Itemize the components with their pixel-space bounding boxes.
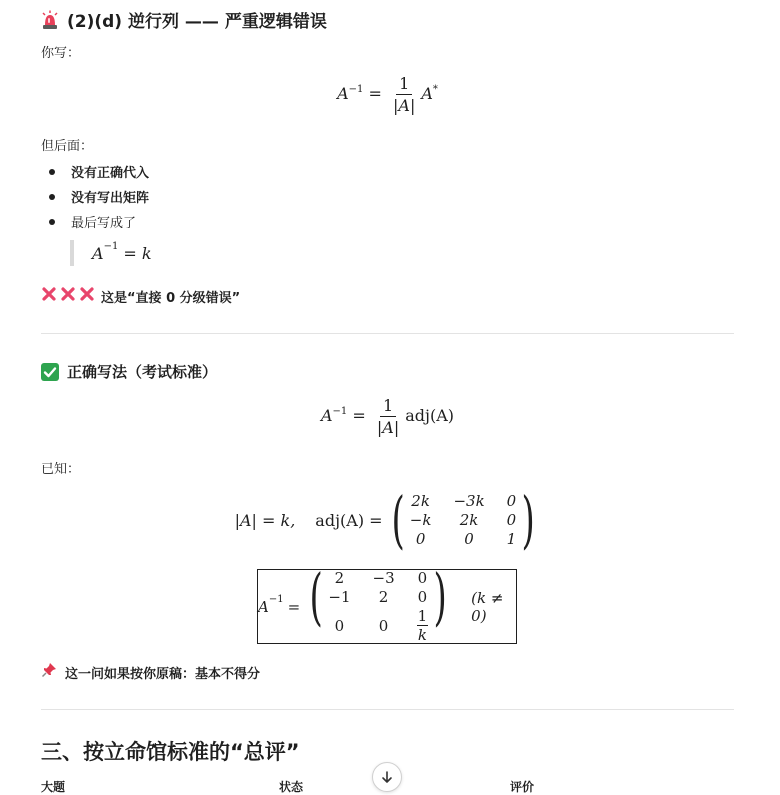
condition-text: (k ≠ 0) — [471, 588, 504, 625]
fraction-denominator: |A| — [393, 96, 416, 115]
error-list — [41, 159, 149, 234]
section3-title: 三、按立命馆标准的“总评” — [41, 740, 300, 764]
adj-expression: adj(A) = — [315, 510, 383, 530]
table-header-topic: 大题 — [41, 780, 66, 794]
you-wrote-text: 你写： — [41, 46, 81, 61]
given-formula — [41, 483, 734, 556]
section-d-title: (2)(d) 逆行列 —— 严重逻辑错误 — [67, 12, 327, 32]
pushpin-icon — [41, 662, 57, 682]
check-icon — [41, 363, 59, 381]
section-d-heading — [41, 7, 327, 32]
formula-eq: = — [368, 84, 382, 103]
adj-matrix: ( 2k −3k 0 −k 2k 0 0 0 1 ) — [391, 483, 535, 556]
fraction-numerator: 1 — [396, 74, 412, 95]
table-header-evaluation: 评价 — [510, 780, 535, 794]
formula-correct: $A^{-1}$ = $\frac{1}{|A|}$ adj(A) — [320, 396, 455, 437]
matrix-fraction: 1 k — [417, 607, 428, 644]
verdict-text: 这是“直接 0 分级错误” — [101, 290, 241, 306]
cross-icon — [41, 286, 57, 306]
formula-lhs: A — [337, 84, 349, 103]
cross-icon — [60, 286, 76, 306]
note-line — [41, 662, 260, 682]
correct-title: 正确写法（考试标准） — [67, 363, 218, 381]
list-item: 没有写出矩阵 — [41, 184, 149, 209]
list-item: 最后写成了 — [41, 209, 149, 234]
det-expression: |A| = k, — [234, 510, 296, 530]
formula-fraction — [390, 74, 418, 115]
scroll-down-button[interactable] — [372, 762, 402, 792]
formula-rhs: A — [421, 84, 433, 103]
formula-rhs: adj(A) — [405, 406, 455, 425]
formula-fraction: $\frac{1}{|A|}$ — [376, 396, 400, 437]
inverse-matrix: ( 2 −3 0 −1 2 0 0 0 1 k ) — [309, 560, 447, 644]
note-text: 这一问如果按你原稿：基本不得分 — [65, 666, 261, 682]
verdict-line — [41, 286, 240, 306]
arrow-down-icon — [380, 770, 394, 784]
blockquote-formula: A −1 = k — [70, 240, 152, 266]
formula-sup: −1 — [348, 84, 364, 95]
list-item: 没有正确代入 — [41, 159, 149, 184]
formula-written — [41, 74, 734, 115]
formula-rhs-sup: * — [432, 84, 438, 95]
known-text: 已知： — [41, 462, 81, 477]
siren-icon — [41, 10, 59, 30]
cross-icon — [79, 286, 95, 306]
table-header-status: 状态 — [279, 780, 304, 794]
divider — [41, 333, 734, 334]
but-later-text: 但后面： — [41, 139, 94, 154]
result-box: A −1 = ( 2 −3 0 −1 2 0 0 0 1 k ) (k ≠ 0) — [257, 569, 517, 644]
correct-heading — [41, 361, 217, 382]
divider — [41, 709, 734, 710]
